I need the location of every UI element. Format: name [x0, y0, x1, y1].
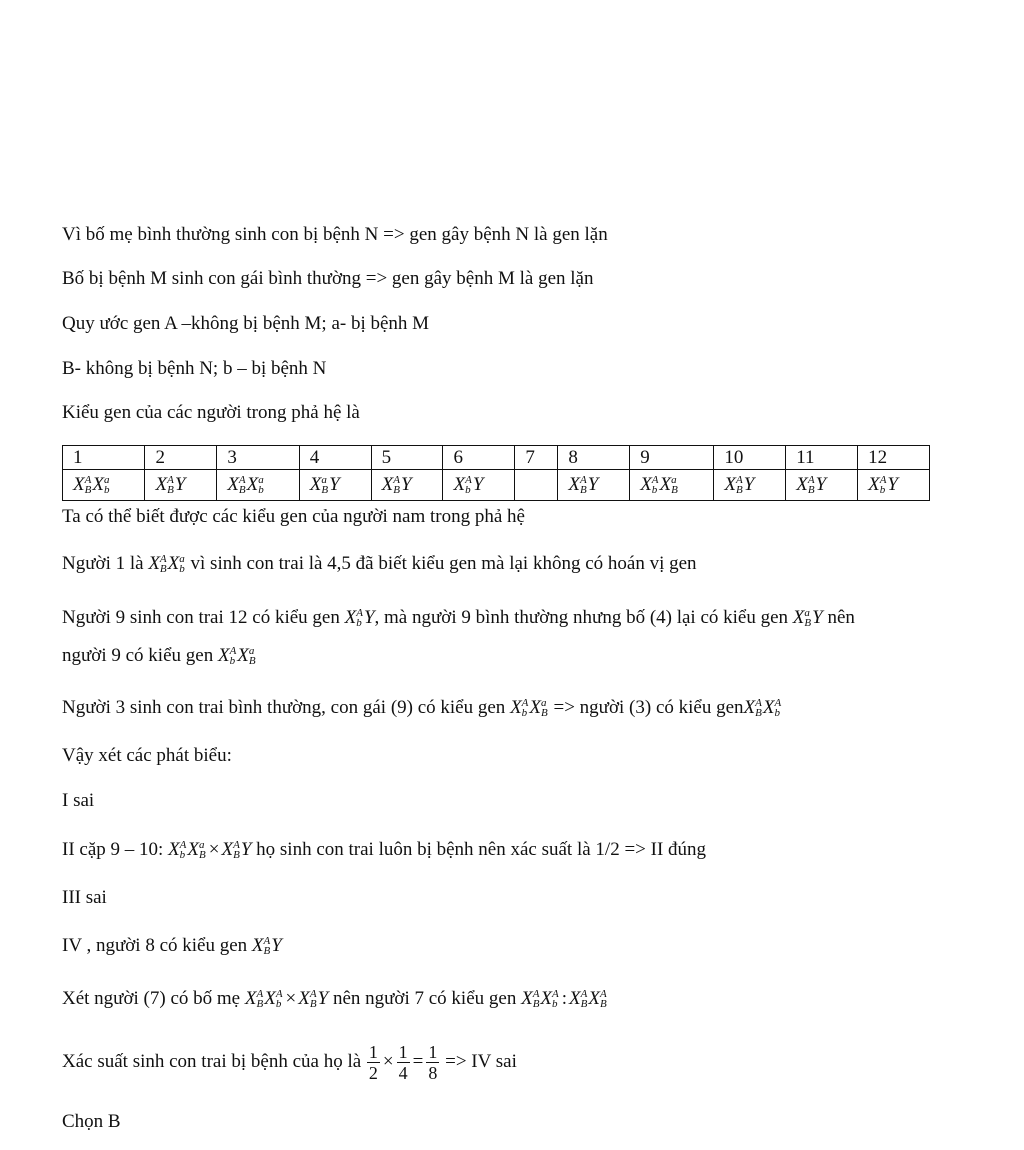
text-line: Vậy xét các phát biểu: — [62, 745, 232, 766]
table-cell: 5 — [371, 446, 443, 470]
genotype-formula: X A B X A b : X A B X A B — [521, 987, 607, 1010]
table-cell: 8 — [558, 446, 630, 470]
text-line: Ta có thể biết được các kiểu gen của người nam trong phả hệ — [62, 506, 525, 527]
genotype-formula: X A b X a B — [510, 696, 548, 719]
genotype-formula: X A b Y — [344, 606, 375, 629]
text-line: Kiểu gen của các người trong phả hệ là — [62, 402, 360, 423]
text-line: Xét người (7) có bố mẹ X A B X A b × X A B Y nên người 7 có kiểu gen X A B X A b : X A B X A B — [62, 987, 607, 1010]
text-line: Vì bố mẹ bình thường sinh con bị bệnh N => gen gây bệnh N là gen lặn — [62, 224, 608, 245]
text-line: II cặp 9 – 10: X A b X a B × X A B Y họ sinh con trai luôn bị bệnh nên xác suất là 1/2 => II đúng — [62, 838, 707, 861]
genotype-formula: X a B Y — [792, 606, 823, 629]
table-cell: 7 — [515, 446, 558, 470]
genotype-formula: X A B X A b — [743, 696, 782, 719]
text-line: B- không bị bệnh N; b – bị bệnh N — [62, 358, 327, 379]
table-cell: 12 — [858, 446, 930, 470]
table-cell: 4 — [299, 446, 371, 470]
table-cell: 6 — [443, 446, 515, 470]
genotype-cell: X A b Y — [858, 470, 930, 501]
genotype-cell: X A B Y — [714, 470, 786, 501]
text-line: Người 3 sinh con trai bình thường, con gái (9) có kiểu gen X A b X a B => người (3) có kiểu genX A B X A b — [62, 696, 782, 719]
text-line: Người 1 là X A B X a b vì sinh con trai là 4,5 đã biết kiểu gen mà lại không có hoán vị gen — [62, 552, 697, 575]
text-line: Chọn B — [62, 1111, 121, 1132]
genotype-table — [62, 445, 930, 501]
table-cell: 2 — [145, 446, 217, 470]
text-line: Quy ước gen A –không bị bệnh M; a- bị bệnh M — [62, 313, 430, 334]
genotype-cell: X A B X a b — [217, 470, 299, 501]
genotype-cell — [515, 470, 558, 501]
text-line: III sai — [62, 887, 107, 908]
text-line: Xác suất sinh con trai bị bệnh của họ là $\frac{1}{2}$ × $\frac{1}{4}$ = $\frac{1}{8}$ => IV sai — [62, 1042, 517, 1084]
table-cell: 1 — [63, 446, 145, 470]
genotype-cell: X a B Y — [299, 470, 371, 501]
genotype-cell: X A B Y — [145, 470, 217, 501]
text-line: Bố bị bệnh M sinh con gái bình thường => gen gây bệnh M là gen lặn — [62, 268, 594, 289]
genotype-formula: X A B X a b — [148, 552, 185, 575]
fraction: $\frac{1}{2}$ — [368, 1042, 378, 1084]
fraction: $\frac{1}{4}$ — [398, 1042, 408, 1084]
fraction: $\frac{1}{8}$ — [428, 1042, 438, 1084]
text-line: IV , người 8 có kiểu gen X A B Y — [62, 934, 282, 957]
table-cell: 10 — [714, 446, 786, 470]
genotype-cell: X A B X a b — [63, 470, 145, 501]
table-row-header — [63, 446, 930, 470]
table-cell: 9 — [630, 446, 714, 470]
genotype-cell: X A B Y — [371, 470, 443, 501]
genotype-formula: X A B X A b × X A B Y — [244, 987, 329, 1010]
table-cell: 11 — [786, 446, 858, 470]
genotype-cell: X A B Y — [786, 470, 858, 501]
text-line: I sai — [62, 790, 95, 811]
text-line: người 9 có kiểu gen X A b X a B — [62, 644, 256, 667]
text-line: Người 9 sinh con trai 12 có kiểu gen X A b Y, mà người 9 bình thường nhưng bố (4) lại có kiểu gen X a B Y nên — [62, 606, 855, 629]
genotype-formula: X A B Y — [251, 934, 282, 957]
genotype-cell: X A b X a B — [630, 470, 714, 501]
genotype-formula: X A b X a B — [217, 644, 256, 667]
genotype-cell: X A B Y — [558, 470, 630, 501]
genotype-formula: X A b X a B × X A B Y — [168, 838, 252, 861]
genotype-cell: X A b Y — [443, 470, 515, 501]
table-cell: 3 — [217, 446, 299, 470]
table-row-genotypes — [63, 470, 930, 501]
